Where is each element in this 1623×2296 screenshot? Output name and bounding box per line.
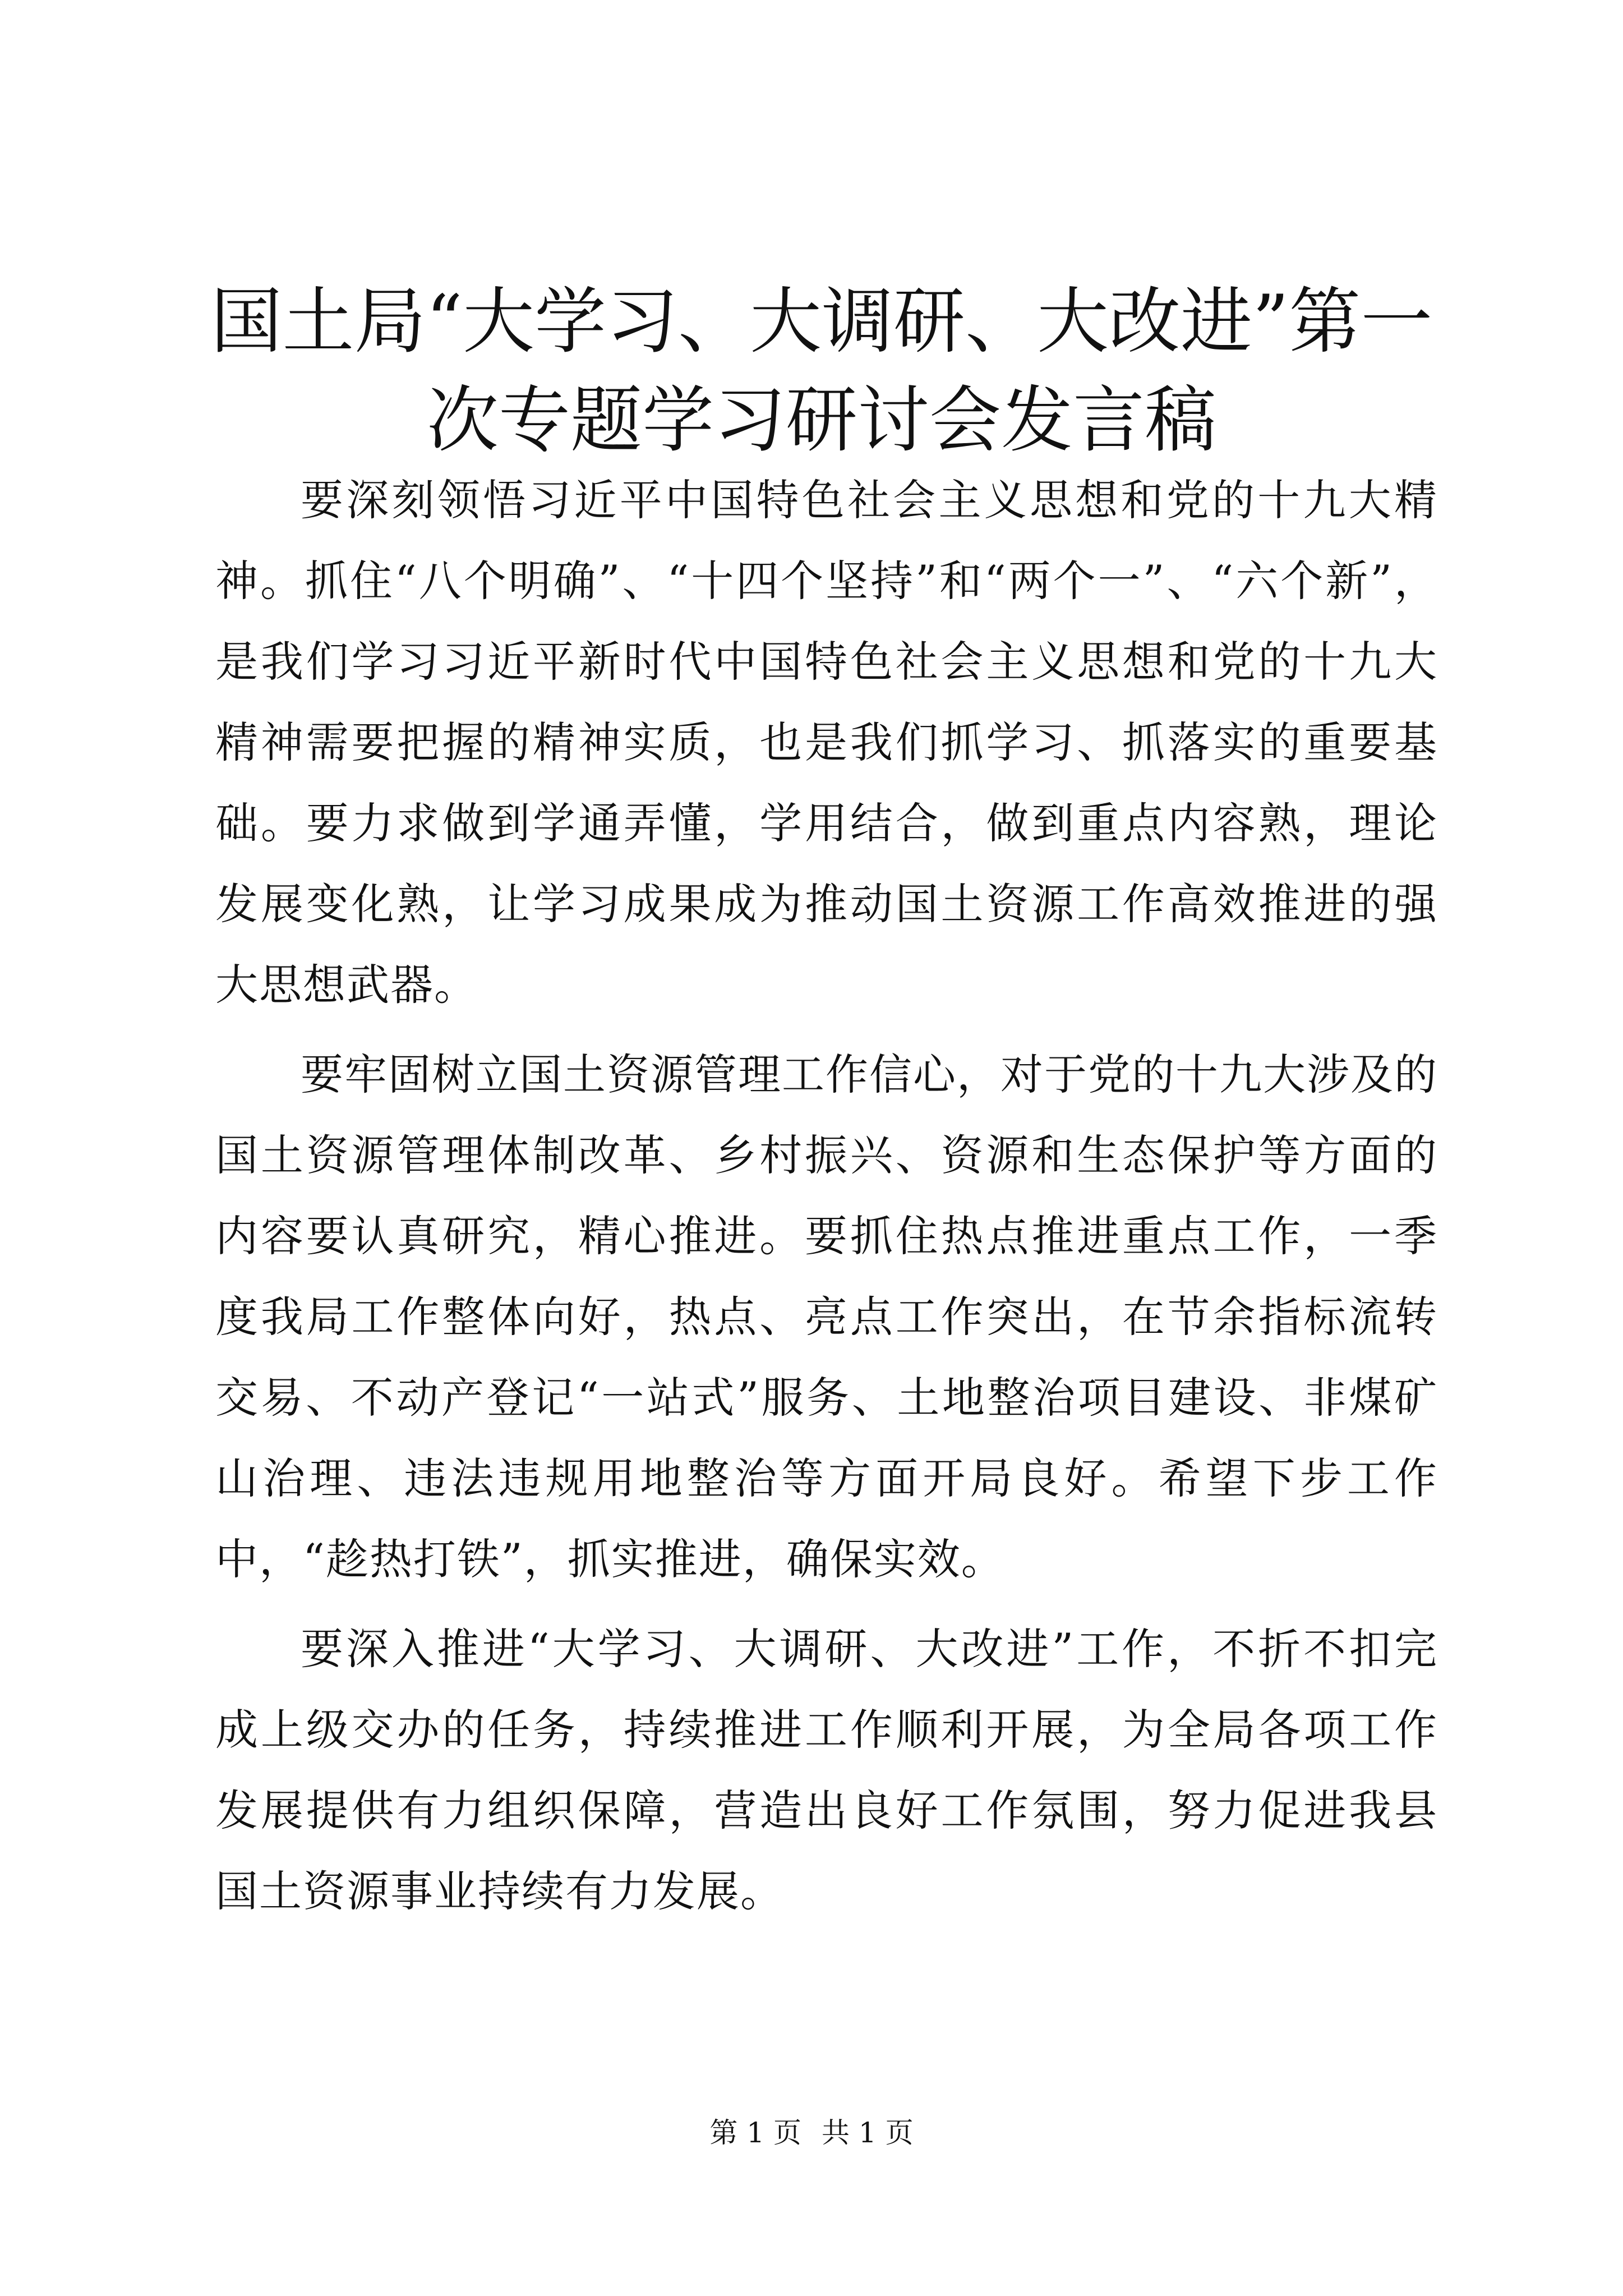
page-number: 第 1 页 <box>709 2116 801 2149</box>
page-footer <box>0 2116 1623 2150</box>
document-body <box>215 460 1438 1941</box>
paragraph-1: 要深刻领悟习近平中国特色社会主义思想和党的十九大精神。抓住“八个明确”、“十四个坚持”和“两个一”、“六个新”，是我们学习习近平新时代中国特色社会主义思想和党的十九大精神需要把握的精神实质，也是我们抓学习、抓落实的重要基础。要力求做到学通弄懂，学用结合，做到重点内容熟，理论发展变化熟，让学习成果成为推动国土资源工作高效推进的强大思想武器。 <box>215 475 1438 1010</box>
document-title: 国土局“大学习、大调研、大改进”第一次专题学习研讨会发言稿 <box>210 280 1433 462</box>
paragraph-3: 要深入推进“大学习、大调研、大改进”工作，不折不扣完成上级交办的任务，持续推进工作顺利开展，为全局各项工作发展提供有力组织保障，营造出良好工作氛围，努力促进我县国土资源事业持续有力发展。 <box>215 1624 1438 1916</box>
page-total: 共 1 页 <box>822 2116 914 2149</box>
paragraph-2: 要牢固树立国土资源管理工作信心，对于党的十九大涉及的国土资源管理体制改革、乡村振兴、资源和生态保护等方面的内容要认真研究，精心推进。要抓住热点推进重点工作，一季度我局工作整体向好，热点、亮点工作突出，在节余指标流转交易、不动产登记“一站式”服务、土地整治项目建设、非煤矿山治理、违法违规用地整治等方面开局良好。希望下步工作中，“趁热打铁”，抓实推进，确保实效。 <box>215 1050 1438 1584</box>
